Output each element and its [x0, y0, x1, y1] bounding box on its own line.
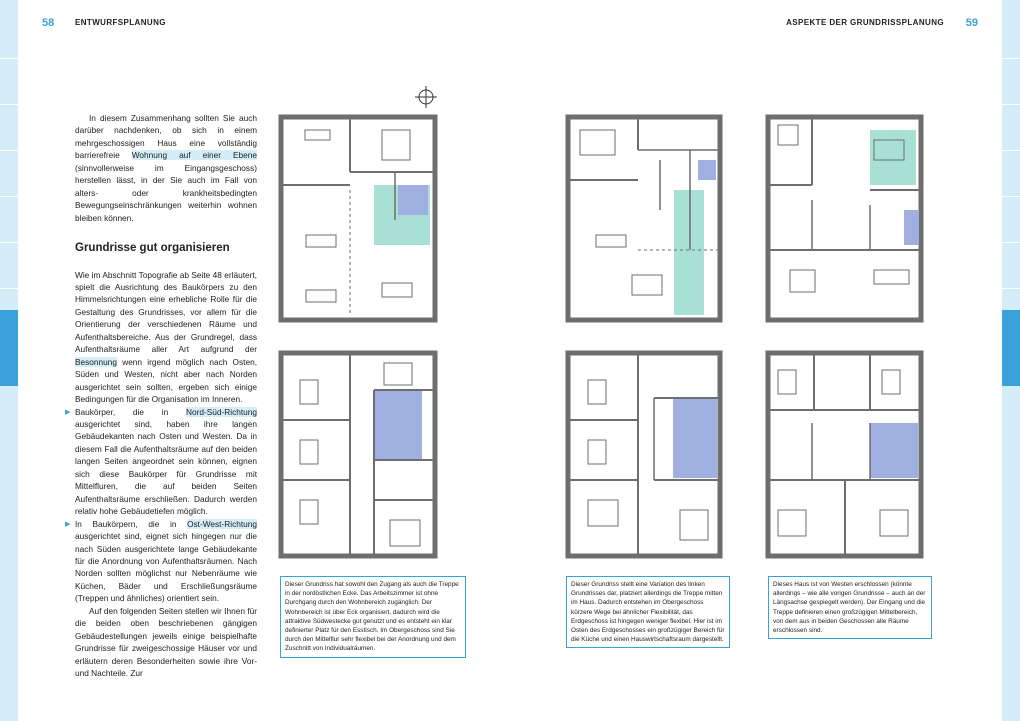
highlight-term: Nord-Süd-Richtung — [185, 406, 257, 417]
bullet-arrow-icon: ▶ — [65, 520, 71, 528]
bullet-east-west: ▶ In Baukörpern, die in Ost-West-Richtung ausgerichtet sind, eignet sich hingegen nur die nach Süden ausgerichtete lange Gebäudekante für die Anordnung von Aufenthaltsräumen. Nach Norden sollten möglichst nur Nebenräume wie Küchen, Bäder und Erschließungsräume (Treppen und ähnliches) orientiert sein. — [65, 518, 257, 604]
bullet-arrow-icon: ▶ — [65, 408, 71, 416]
paragraph-intro: In diesem Zusammenhang sollten Sie auch darüber nachdenken, ob sich in einem mehrgeschossigen Haus eine vollständig barrierefreie Wohnung auf einer Ebene (sinnvollerweise im Eingangsgeschoss) herstellen lässt, in der Sie auch im Fall von alters- oder krankheitsbedingten Bewegungseinschränkungen weiterhin wohnen bleiben können. — [75, 113, 257, 223]
floor-plans-figure — [270, 80, 990, 600]
plan-b-ground-floor — [568, 117, 720, 320]
plan-c-upper-floor — [768, 353, 921, 556]
bullet-north-south: ▶ Baukörper, die in Nord-Süd-Richtung ausgerichtet sind, haben ihre langen Gebäudekanten nach Osten und Westen. Da in diesem Fall die Aufenthaltsräume auf den beiden langen Seiten angeordnet sein können, eignen sich diese Baukörper für Grundrisse mit Mittelfluren, die auf beiden Seiten Aufenthaltsräume erschließen. Dadurch werden relativ hohe Gebäudetiefen möglich. — [65, 406, 257, 517]
plan-c-ground-floor — [768, 117, 921, 320]
plan-a-upper-floor — [281, 353, 435, 556]
compass-north-icon — [415, 86, 437, 108]
running-head-right: ASPEKTE DER GRUNDRISSPLANUNG — [786, 18, 944, 27]
paragraph-outro: Auf den folgenden Seiten stellen wir Ihnen für die beiden oben beschriebenen gängigen Gebäudestellungen jeweils einige beispielhafte Grundrisse für zweigeschossige Häuser vor und erläutern deren Besonderheiten sowie ihre Vor- und Nachteile. Zur — [75, 605, 257, 679]
page-number-right: 59 — [965, 17, 978, 29]
chapter-tab-right — [1002, 310, 1020, 386]
right-margin-band — [1002, 0, 1020, 721]
highlight-term: Wohnung auf einer Ebene — [131, 150, 257, 161]
running-head-left: ENTWURFSPLANUNG — [75, 18, 166, 27]
body-text-column — [65, 112, 257, 679]
caption-plan-b: Dieser Grundriss stellt eine Variation des linken Grundrisses dar, platziert allerdings die Treppe mitten im Haus. Dadurch entstehen im Obergeschoss kürzere Wege bei ähnlicher Flexibilität, das Erdgeschoss ist hingegen weniger flexibel. Hier ist im Osten des Erdgeschosses ein großzügiger Bereich für die Küche und einen Hauswirtschaftsraum dargestellt. — [566, 576, 730, 648]
paragraph-orientation: Wie im Abschnitt Topografie ab Seite 48 erläutert, spielt die Ausrichtung des Baukörpers zu den Himmelsrichtungen eine erhebliche Rolle für die Gestaltung des Grundrisses, vor allem für die Orientierung der verschiedenen Räume und Aufenthaltsbereiche. Aus der Grundregel, dass Aufenthaltsräume aller Art aufgrund der Besonnung wenn irgend möglich nach Osten, Süden und Westen, nicht aber nach Norden ausgerichtet sein sollten, ergeben sich einige Bedingungen für die Organisation im Inneren. — [75, 269, 257, 405]
caption-plan-a: Dieser Grundriss hat sowohl den Zugang als auch die Treppe in der nordöstlichen Ecke. Das Arbeitszimmer ist ohne Durchgang durch den Wohnbereich zugänglich. Der Wohnbereich ist über Eck organisiert, dadurch wird die attraktive Südwestecke gut genutzt und es entsteht ein klar definierter Platz für den Esstisch. Im Obergeschoss sind Sie durch den Mittelflur sehr flexibel bei der Anordnung und dem Zuschnitt von Individualräumen. — [280, 576, 466, 658]
section-heading: Grundrisse gut organisieren — [75, 242, 230, 255]
caption-plan-c: Dieses Haus ist von Westen erschlossen (könnte allerdings – wie alle vorigen Grundrisse – auch an der Längsachse gespiegelt werden). Der Eingang und die Treppe definieren einen großzügigen Mittelbereich, von dem aus in beiden Geschossen alle Räume erschlossen sind. — [768, 576, 932, 639]
plan-b-upper-floor — [568, 353, 720, 556]
highlight-term: Besonnung — [75, 356, 117, 367]
page-number-left: 58 — [42, 17, 55, 29]
left-margin-band — [0, 0, 18, 721]
highlight-term: Ost-West-Richtung — [187, 518, 257, 529]
chapter-tab-left — [0, 310, 18, 386]
plan-a-ground-floor — [281, 117, 435, 320]
